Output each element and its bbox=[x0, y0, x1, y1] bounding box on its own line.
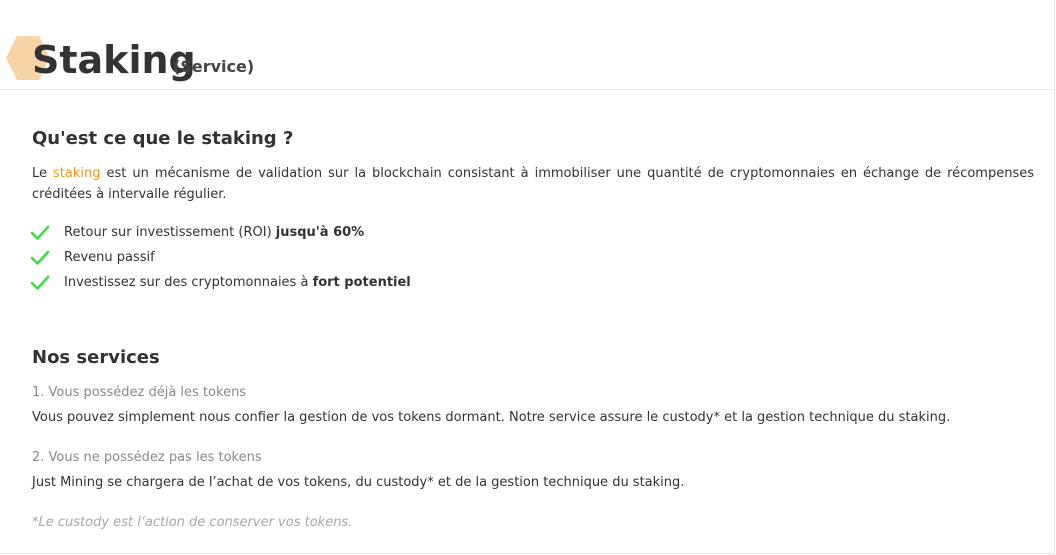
feature-bold-text: jusqu'à 60% bbox=[275, 225, 365, 240]
intro-text-suffix: est un mécanisme de validation sur la blockchain consistant à immobiliser une quantité de cryptomonnaies en échange de récompenses créditées à intervalle régulier. bbox=[32, 166, 1034, 202]
staking-highlight: staking bbox=[53, 166, 101, 181]
service-item-description: Vous pouvez simplement nous confier la gestion de vos tokens dormant. Notre service assure le custody* et la gestion technique du staking. bbox=[32, 410, 951, 425]
service-item-description: Just Mining se chargera de l’achat de vos tokens, du custody* et de la gestion technique du staking. bbox=[32, 475, 685, 490]
page-subtitle: (Service) bbox=[173, 57, 255, 76]
feature-text: Investissez sur des cryptomonnaies à bbox=[64, 275, 313, 290]
custody-footnote: *Le custody est l’action de conserver vos tokens. bbox=[32, 515, 353, 530]
intro-heading: Qu'est ce que le staking ? bbox=[32, 128, 294, 149]
feature-bold-text: fort potentiel bbox=[312, 275, 411, 290]
check-icon bbox=[30, 275, 50, 291]
page-title: Staking bbox=[32, 38, 196, 82]
services-heading: Nos services bbox=[32, 347, 160, 368]
service-item-title: 2. Vous ne possédez pas les tokens bbox=[32, 450, 262, 465]
page-header bbox=[0, 0, 1054, 90]
feature-text: Retour sur investissement (ROI) bbox=[64, 225, 276, 240]
feature-text: Revenu passif bbox=[64, 250, 155, 265]
service-item-title: 1. Vous possédez déjà les tokens bbox=[32, 385, 247, 400]
intro-text-prefix: Le bbox=[32, 166, 54, 181]
intro-paragraph bbox=[32, 163, 1034, 205]
check-icon bbox=[30, 250, 50, 266]
check-icon bbox=[30, 225, 50, 241]
